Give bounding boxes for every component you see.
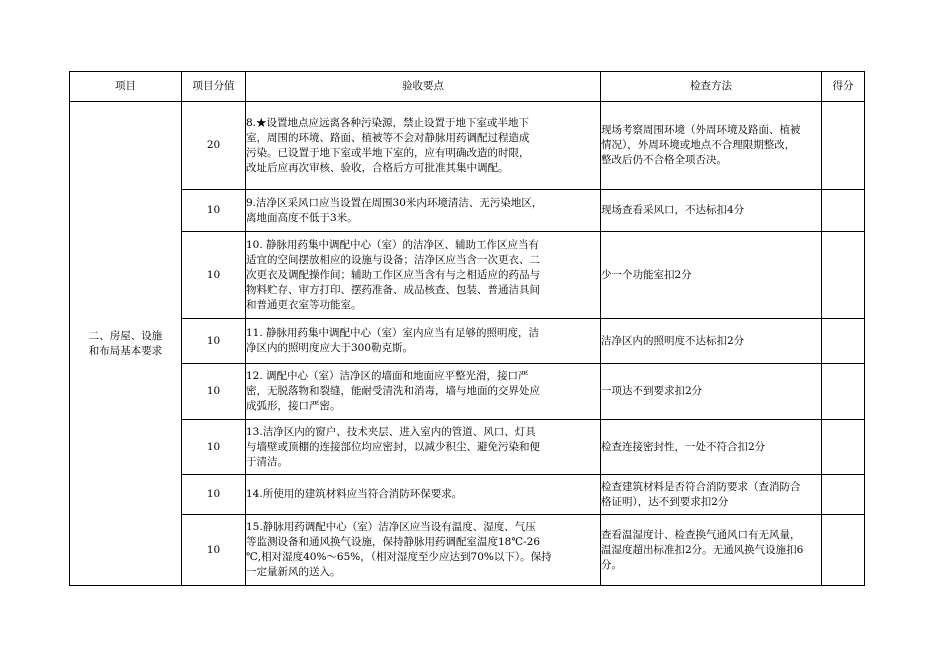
requirement-cell: 14.所使用的建筑材料应当符合消防环保要求。 — [246, 475, 601, 515]
table-row — [70, 420, 865, 475]
requirement-cell: 13.洁净区内的窗户、技术夹层、进入室内的管道、风口、灯具 与墙壁或顶棚的连接部位均应密封，以减少积尘、避免污染和便 于清洁。 — [246, 420, 601, 475]
requirement-cell: 15.静脉用药调配中心（室）洁净区应当设有温度、湿度、气压 等监测设备和通风换气设施，保持静脉用药调配室温度18℃-26 ℃,相对湿度40%～65%，（相对湿度至少应达到70%以下）。保持 一定量新风的送入。 — [246, 515, 601, 586]
score-cell: 20 — [182, 102, 246, 190]
method-cell: 少一个功能室扣2分 — [601, 232, 822, 319]
method-cell: 现场查看采风口，不达标扣4分 — [601, 190, 822, 232]
requirement-cell: 12. 调配中心（室）洁净区的墙面和地面应平整光滑，接口严 密，无脱落物和裂缝，能耐受清洗和消毒，墙与地面的交界处应 成弧形，接口严密。 — [246, 364, 601, 420]
score-input-cell[interactable] — [822, 102, 865, 190]
table-row — [70, 102, 865, 190]
table-row — [70, 515, 865, 586]
score-cell: 10 — [182, 232, 246, 319]
acceptance-checklist-table — [69, 71, 865, 586]
method-cell: 检查建筑材料是否符合消防要求（查消防合 格证明），达不到要求扣2分 — [601, 475, 822, 515]
requirement-cell: 10. 静脉用药集中调配中心（室）的洁净区、辅助工作区应当有 适宜的空间摆放相应的设施与设备；洁净区应当含一次更衣、二 次更衣及调配操作间；辅助工作区应当含有与之相适应的药品与 物料贮存、审方打印、摆药准备、成品核查、包装、普通洁具间 和普通更衣室等功能室。 — [246, 232, 601, 319]
score-cell: 10 — [182, 364, 246, 420]
score-input-cell[interactable] — [822, 475, 865, 515]
header-item: 项目 — [70, 72, 182, 102]
header-row — [70, 72, 865, 102]
score-cell: 10 — [182, 420, 246, 475]
table-row — [70, 232, 865, 319]
method-cell: 现场考察周围环境（外周环境及路面、植被 情况），外周环境或地点不合理限期整改， 整改后仍不合格全项否决。 — [601, 102, 822, 190]
score-cell: 10 — [182, 515, 246, 586]
requirement-cell: 11. 静脉用药集中调配中心（室）室内应当有足够的照明度，洁 净区内的照明度应大于300勒克斯。 — [246, 319, 601, 364]
requirement-cell: 9.洁净区采风口应当设置在周围30米内环境清洁、无污染地区， 离地面高度不低于3米。 — [246, 190, 601, 232]
table-row — [70, 364, 865, 420]
method-cell: 洁净区内的照明度不达标扣2分 — [601, 319, 822, 364]
requirement-cell: 8.★设置地点应远离各种污染源，禁止设置于地下室或半地下 室，周围的环境、路面、植被等不会对静脉用药调配过程造成 污染。已设置于地下室或半地下室的，应有明确改造的时限， 改址后应再次审核、验收，合格后方可批准其集中调配。 — [246, 102, 601, 190]
score-cell: 10 — [182, 475, 246, 515]
score-input-cell[interactable] — [822, 232, 865, 319]
score-input-cell[interactable] — [822, 190, 865, 232]
score-input-cell[interactable] — [822, 420, 865, 475]
score-cell: 10 — [182, 319, 246, 364]
table-row — [70, 475, 865, 515]
category-label: 二、房屋、设施 和布局基本要求 — [88, 329, 163, 357]
table-row — [70, 319, 865, 364]
method-cell: 查看温湿度计、检查换气通风口有无风量， 温湿度超出标准扣2分。无通风换气设施扣6 分。 — [601, 515, 822, 586]
category-cell — [70, 102, 182, 586]
header-got: 得分 — [822, 72, 865, 102]
method-cell: 一项达不到要求扣2分 — [601, 364, 822, 420]
header-score: 项目分值 — [182, 72, 246, 102]
header-requirements: 验收要点 — [246, 72, 601, 102]
table-row — [70, 190, 865, 232]
score-input-cell[interactable] — [822, 364, 865, 420]
score-input-cell[interactable] — [822, 515, 865, 586]
header-method: 检查方法 — [601, 72, 822, 102]
score-input-cell[interactable] — [822, 319, 865, 364]
method-cell: 检查连接密封性，一处不符合扣2分 — [601, 420, 822, 475]
score-cell: 10 — [182, 190, 246, 232]
